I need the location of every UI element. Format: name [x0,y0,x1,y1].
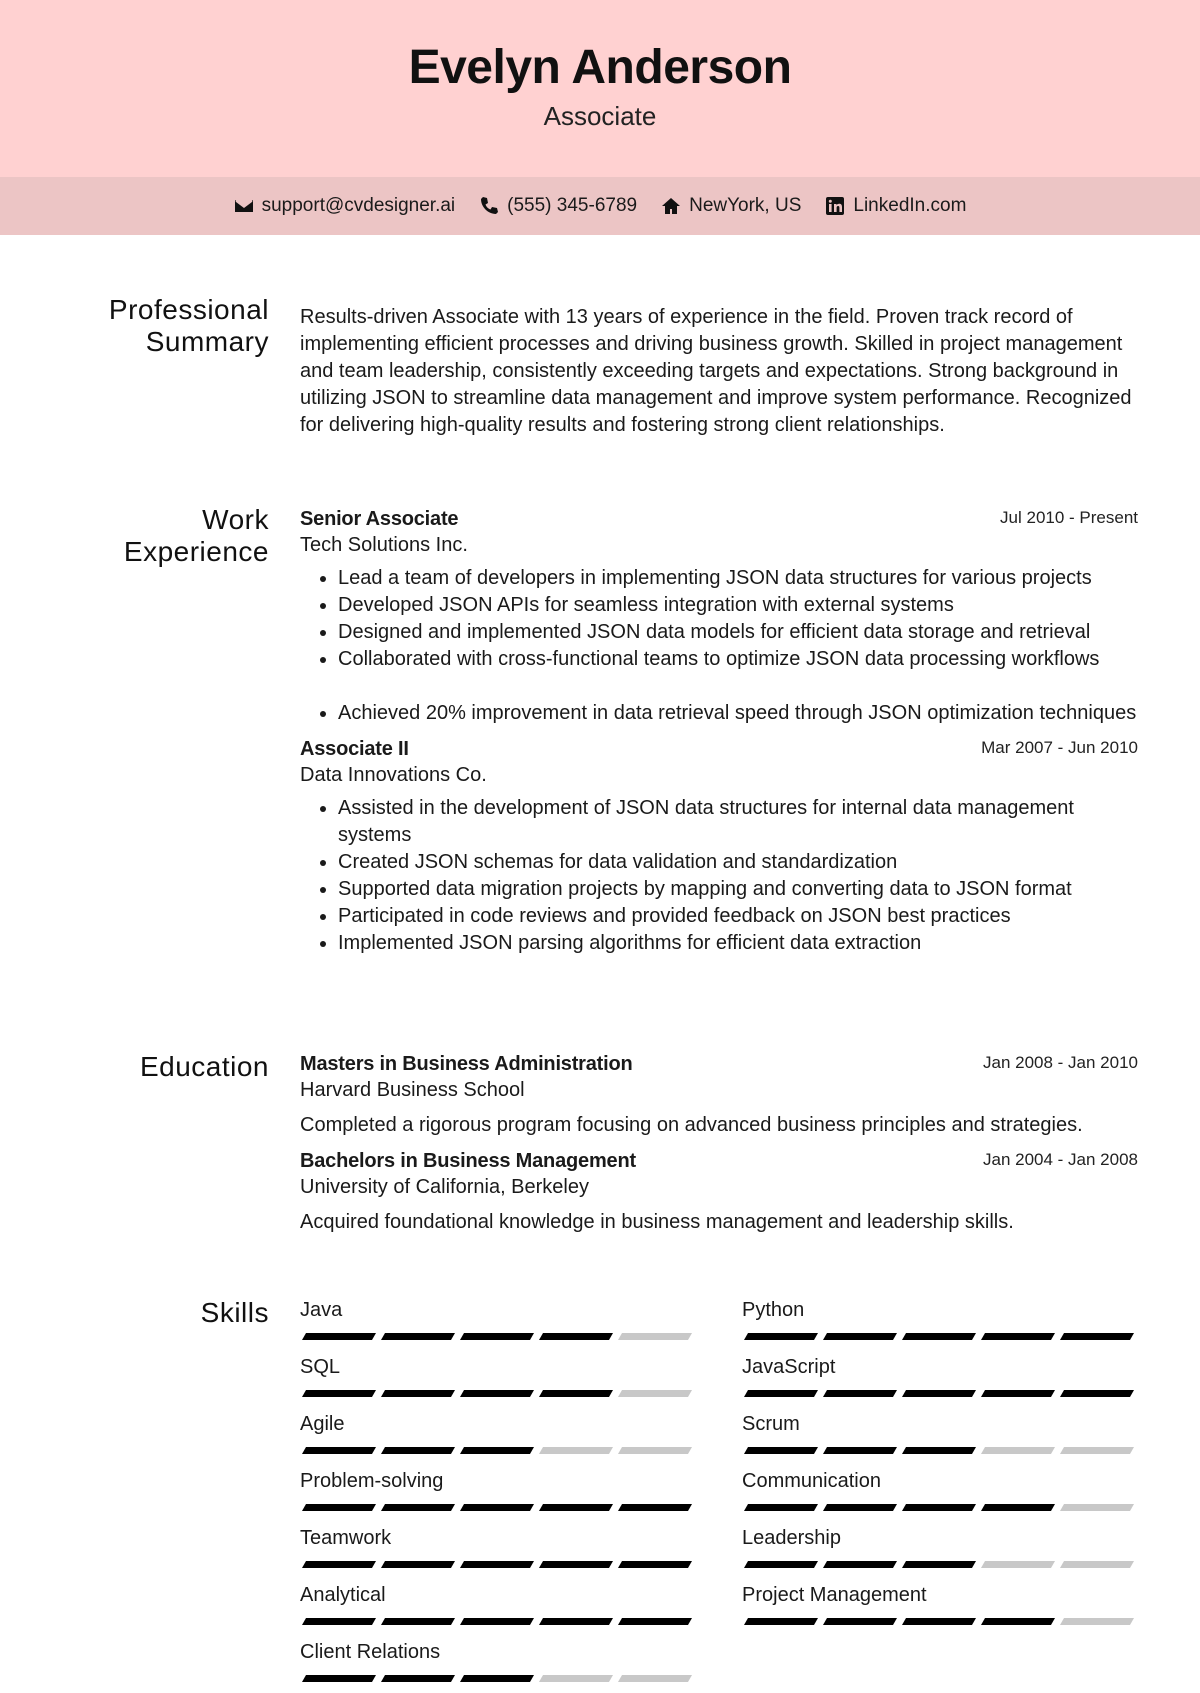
skill-segment-filled [381,1390,455,1397]
skill-segment-filled [302,1504,376,1511]
skill-item [300,1525,696,1579]
skill-name: JavaScript [742,1356,836,1378]
skill-segment-empty [618,1447,692,1454]
skill-rating-bar [742,1618,1138,1626]
skill-item [300,1468,696,1522]
skill-segment-empty [981,1447,1055,1454]
skill-segment-empty [981,1561,1055,1568]
skill-segment-filled [460,1447,534,1454]
skill-segment-empty [1060,1504,1134,1511]
skill-name: Scrum [742,1413,800,1435]
job-company: Data Innovations Co. [300,764,487,786]
school-name: Harvard Business School [300,1079,525,1101]
skill-segment-filled [460,1561,534,1568]
linkedin-text: LinkedIn.com [853,195,967,216]
skill-name: Agile [300,1413,345,1435]
school-name: University of California, Berkeley [300,1176,589,1198]
bullet-item: • Participated in code reviews and provided feedback on JSON best practices [338,903,1138,930]
skill-segment-filled [981,1390,1055,1397]
skill-name: Client Relations [300,1641,441,1663]
degree-title: Masters in Business Administration [300,1053,633,1075]
skill-item [742,1354,1138,1408]
skill-item [742,1582,1138,1636]
skills-grid [300,1297,1138,1682]
skill-item [742,1411,1138,1465]
skill-segment-filled [539,1504,613,1511]
skills-heading: Skills [200,1297,269,1328]
skill-segment-empty [539,1447,613,1454]
summary-text: Results-driven Associate with 13 years of experience in the field. Proven track record of implementing efficient processes and driving business growth. Skilled in project management and team leadership, consistently exceeding targets and expectations. Strong background in utilizing JSON to streamline data management and improve system performance. Recognized for delivering high-quality results and fostering strong client relationships. [300,306,1132,436]
job-bullets [300,795,1138,957]
education-heading: Education [139,1051,269,1082]
bullet-item: • Collaborated with cross-functional teams to optimize JSON data processing workflows [338,646,1138,673]
skill-segment-filled [302,1675,376,1682]
skill-name: SQL [300,1356,341,1378]
contact-linkedin[interactable] [825,195,966,217]
skill-segment-filled [902,1447,976,1454]
skill-segment-filled [744,1618,818,1625]
skill-segment-filled [1060,1390,1134,1397]
degree-dates: Jan 2008 - Jan 2010 [982,1053,1138,1072]
skill-segment-filled [981,1504,1055,1511]
skill-name: Project Management [742,1584,927,1606]
skill-segment-filled [823,1618,897,1625]
bullet-item: • Developed JSON APIs for seamless integration with external systems [338,592,1138,619]
skill-rating-bar [742,1447,1138,1455]
skill-segment-filled [902,1504,976,1511]
skill-name: Teamwork [300,1527,392,1549]
skill-item [300,1639,696,1693]
experience-heading [49,504,269,568]
job-title: Associate II [300,738,409,760]
skill-rating-bar [742,1333,1138,1341]
bullet-item: • Created JSON schemas for data validation and standardization [338,849,1138,876]
skill-item [300,1297,696,1351]
skill-segment-filled [302,1447,376,1454]
skill-rating-bar [300,1333,696,1341]
skill-segment-empty [618,1390,692,1397]
skill-segment-filled [302,1561,376,1568]
skill-segment-filled [744,1447,818,1454]
home-icon [661,196,681,216]
candidate-name: Evelyn Anderson [408,41,792,94]
skill-segment-filled [302,1618,376,1625]
skill-rating-bar [300,1675,696,1683]
skill-segment-filled [902,1618,976,1625]
skill-segment-filled [618,1618,692,1625]
contact-email[interactable] [234,195,456,217]
skill-segment-filled [381,1618,455,1625]
bullet-item: • Implemented JSON parsing algorithms for efficient data extraction [338,930,1138,957]
skill-segment-filled [981,1333,1055,1340]
education-entry [300,1051,1138,1139]
skill-item [300,1354,696,1408]
job-bullets [300,565,1138,727]
skill-segment-filled [823,1333,897,1340]
skill-segment-filled [981,1618,1055,1625]
skill-name: Python [742,1299,805,1321]
bullet-item: • Achieved 20% improvement in data retrieval speed through JSON optimization techniques [338,700,1138,727]
skill-segment-filled [381,1561,455,1568]
resume-header [0,0,1200,177]
contact-location [661,195,801,217]
skill-segment-filled [460,1675,534,1682]
skill-segment-filled [381,1675,455,1682]
skill-segment-filled [744,1504,818,1511]
skill-segment-empty [1060,1447,1134,1454]
skill-rating-bar [300,1504,696,1512]
degree-dates: Jan 2004 - Jan 2008 [982,1150,1138,1169]
phone-icon [479,196,499,216]
candidate-title: Associate [543,101,657,131]
bullet-item: • Lead a team of developers in implementing JSON data structures for various projects [338,565,1138,592]
job-entry [300,736,1138,957]
summary-heading-line1: Professional [108,294,269,325]
skill-segment-filled [539,1618,613,1625]
job-entry [300,506,1138,727]
envelope-icon [234,196,254,216]
skill-name: Analytical [300,1584,386,1606]
skill-segment-empty [1060,1618,1134,1625]
contact-phone[interactable] [479,195,637,217]
experience-body [300,506,1138,957]
skill-segment-empty [1060,1561,1134,1568]
skill-name: Leadership [742,1527,841,1549]
job-company: Tech Solutions Inc. [300,534,468,556]
degree-description: Completed a rigorous program focusing on advanced business principles and strategies. [300,1114,1083,1136]
degree-title: Bachelors in Business Management [300,1150,636,1172]
summary-heading-line2: Summary [145,326,269,357]
experience-heading-line2: Experience [123,536,269,567]
skill-segment-filled [539,1333,613,1340]
skill-name: Communication [742,1470,881,1492]
skill-segment-filled [618,1561,692,1568]
skill-segment-empty [539,1675,613,1682]
skill-segment-filled [744,1333,818,1340]
skill-name: Java [300,1299,343,1321]
skill-item [742,1525,1138,1579]
skill-segment-filled [539,1561,613,1568]
phone-text: (555) 345-6789 [507,195,638,216]
skill-segment-filled [823,1504,897,1511]
skill-rating-bar [742,1561,1138,1569]
skill-rating-bar [300,1390,696,1398]
skill-segment-filled [1060,1333,1134,1340]
degree-description: Acquired foundational knowledge in business management and leadership skills. [300,1211,1014,1233]
skill-segment-filled [381,1333,455,1340]
skill-segment-filled [460,1618,534,1625]
job-dates: Mar 2007 - Jun 2010 [981,738,1138,757]
skill-segment-filled [302,1333,376,1340]
skill-segment-filled [539,1390,613,1397]
experience-heading-line1: Work [202,504,269,535]
skill-rating-bar [300,1447,696,1455]
skill-rating-bar [300,1618,696,1626]
skill-segment-filled [460,1333,534,1340]
skill-segment-filled [460,1390,534,1397]
skill-item [742,1297,1138,1351]
skill-segment-filled [902,1561,976,1568]
bullet-item: • Designed and implemented JSON data models for efficient data storage and retrieval [338,619,1138,646]
bullet-item: • Assisted in the development of JSON data structures for internal data management systems [338,795,1138,849]
skill-item [300,1582,696,1636]
linkedin-icon [825,196,845,216]
skill-segment-filled [823,1390,897,1397]
skill-item [742,1468,1138,1522]
contact-bar [0,177,1200,235]
email-text: support@cvdesigner.ai [261,195,456,216]
education-entry [300,1148,1138,1236]
skill-segment-filled [618,1504,692,1511]
skill-rating-bar [742,1390,1138,1398]
skill-segment-empty [618,1675,692,1682]
skill-segment-filled [744,1561,818,1568]
skill-rating-bar [742,1504,1138,1512]
job-title: Senior Associate [300,508,459,530]
skill-segment-filled [381,1504,455,1511]
skill-item [300,1411,696,1465]
skill-name: Problem-solving [300,1470,444,1492]
skill-segment-filled [823,1447,897,1454]
bullet-item: • Supported data migration projects by mapping and converting data to JSON format [338,876,1138,903]
skill-segment-filled [460,1504,534,1511]
education-body [300,1051,1138,1236]
skill-segment-filled [823,1561,897,1568]
skill-segment-empty [618,1333,692,1340]
skill-segment-filled [744,1390,818,1397]
location-text: NewYork, US [689,195,802,216]
skill-segment-filled [302,1390,376,1397]
skill-segment-filled [381,1447,455,1454]
skill-segment-filled [902,1390,976,1397]
skill-segment-filled [902,1333,976,1340]
job-dates: Jul 2010 - Present [1000,508,1138,527]
skills-section [0,1297,1200,1682]
skill-rating-bar [300,1561,696,1569]
summary-heading [49,294,269,358]
